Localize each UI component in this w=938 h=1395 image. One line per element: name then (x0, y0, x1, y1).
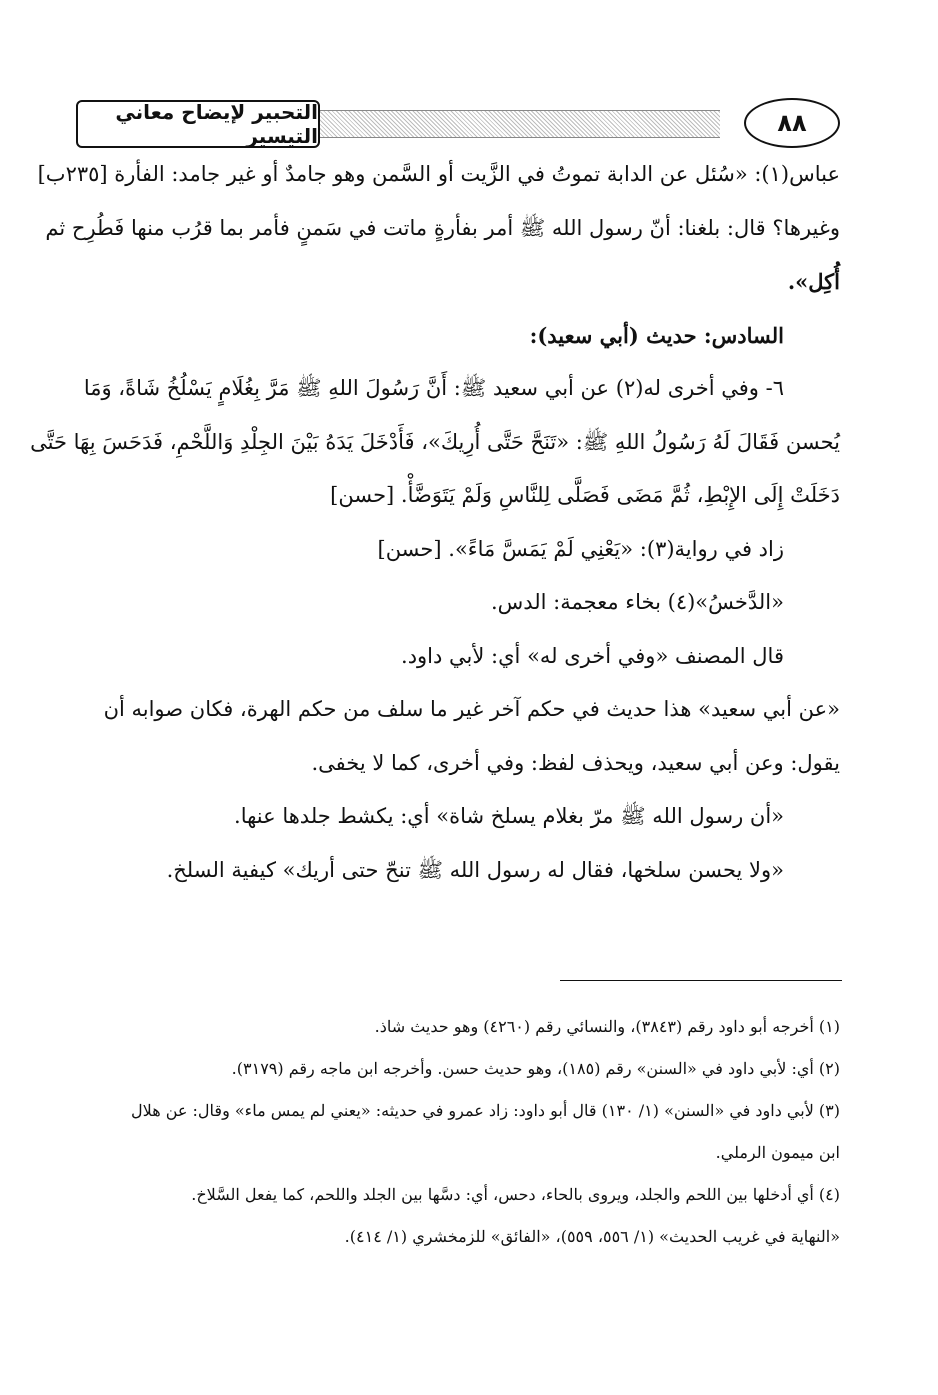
footnotes (80, 1006, 840, 1258)
text-line: «ولا يحسن سلخها، فقال له رسول الله ﷺ تنحّ حتى أريك» كيفية السلخ. (166, 857, 784, 882)
footnote: (٢) أي: لأبي داود في «السنن» رقم (١٨٥)، وهو حديث حسن. وأخرجه ابن ماجه رقم (٣١٧٩). (231, 1059, 840, 1078)
running-title: التحبير لإيضاح معاني التيسير (76, 100, 320, 148)
footnote-separator (560, 980, 842, 981)
page-header (76, 98, 840, 150)
main-text (30, 148, 840, 897)
footnote-continuation: «النهاية في غريب الحديث» (١/ ٥٥٦، ٥٥٩)، «الفائق» للزمخشري (١/ ٤١٤). (344, 1227, 840, 1246)
hadith-text: ٦- وفي أخرى له(٢) عن أبي سعيد ﷺ: أَنَّ رَسُولَ اللهِ ﷺ مَرَّ بِغُلَامٍ يَسْلُخُ شَاةً، وَمَا (83, 376, 784, 400)
footnote: (٣) لأبي داود في «السنن» (١/ ١٣٠) قال أبو داود: زاد عمرو في حديثه: «يعني لم يمس ماء» وقال: عن هلال (131, 1101, 840, 1120)
text-line: «أن رسول الله ﷺ مرّ بغلام يسلخ شاة» أي: يكشط جلدها عنها. (234, 804, 784, 828)
page-number: ٨٨ (744, 98, 840, 148)
text-line: «الدَّخسُ»(٤) بخاء معجمة: الدس. (490, 590, 784, 614)
text-line: قال المصنف «وفي أخرى له» أي: لأبي داود. (401, 643, 784, 668)
hadith-text: يُحسن فَقَالَ لَهُ رَسُولُ اللهِ ﷺ: «تَنَحَّ حَتَّى أُرِيكَ»، فَأَدْخَلَ يَدَهُ بَيْنَ الجِلْدِ وَاللَّحْمِ، فَدَحَسَ بِهَا حَتَّى (30, 429, 840, 454)
footnote: (١) أخرجه أبو داود رقم (٣٨٤٣)، والنسائي رقم (٤٢٦٠) وهو حديث شاذ. (374, 1017, 840, 1036)
footnote-continuation: ابن ميمون الرملي. (715, 1143, 840, 1162)
text-line: أُكِل». (787, 269, 840, 294)
text-line: عباس(١): «سُئل عن الدابة تموتُ في الزَّيت أو السَّمن وهو جامدٌ أو غير جامد: الفأرة [٢٣٥ب] (37, 162, 840, 186)
text-line: «عن أبي سعيد» هذا حديث في حكم آخر غير ما سلف من حكم الهرة، فكان صوابه أن (103, 697, 840, 721)
text-line: وغيرها؟ قال: بلغنا: أنّ رسول الله ﷺ أمر بفأرةٍ ماتت في سَمنٍ فأمر بما قرُب منها فَطُرِح ثم (45, 215, 840, 240)
section-heading: السادس: حديث (أبي سعيد): (529, 322, 784, 348)
text-line: يقول: وعن أبي سعيد، ويحذف لفظ: وفي أخرى، كما لا يخفى. (311, 750, 840, 775)
text-line: زاد في رواية(٣): «يَعْنِي لَمْ يَمَسَّ مَاءً». [حسن] (377, 536, 784, 561)
hadith-text: دَخَلَتْ إِلَى الإِبْطِ، ثُمَّ مَضَى فَصَلَّى لِلنَّاسِ وَلَمْ يَتَوَضَّأْ. [حسن] (330, 483, 840, 507)
footnote: (٤) أي أدخلها بين اللحم والجلد، ويروى بالحاء، دحس، أي: دسَّها بين الجلد واللحم، كما يفعل السَّلاخ. (191, 1185, 840, 1204)
